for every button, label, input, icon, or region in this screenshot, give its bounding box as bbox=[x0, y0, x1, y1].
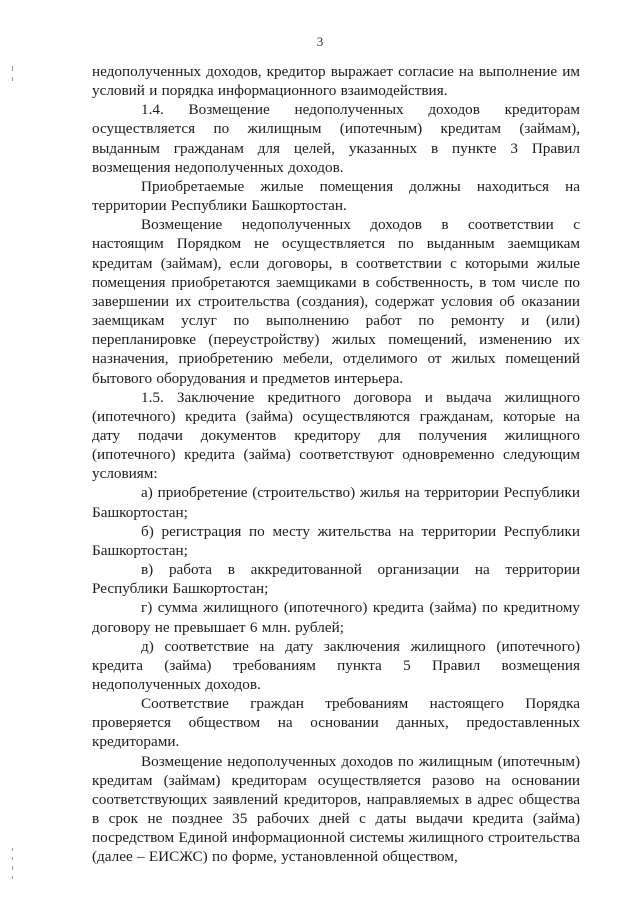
paragraph-verification: Соответствие граждан требованиям настоящего Порядка проверяется обществом на основании данных, предоставленных кредиторами. bbox=[92, 695, 580, 751]
document-body bbox=[92, 62, 580, 867]
paragraph-reimbursement: Возмещение недополученных доходов по жилищным (ипотечным) кредитам (займам) кредиторам осуществляется разово на основании соответствующих заявлений кредиторов, направляемых в адрес общества в срок не позднее 35 рабочих дней с даты выдачи кредита (займа) посредством Единой информационной системы жилищного строительства (далее – ЕИСЖС) по форме, установленной обществом, bbox=[92, 752, 580, 866]
condition-b: б) регистрация по месту жительства на территории Республики Башкортостан; bbox=[92, 522, 580, 559]
paragraph-continuation: недополученных доходов, кредитор выражает согласие на выполнение им условий и порядка информационного взаимодействия. bbox=[92, 63, 580, 100]
margin-scan-marks-bottom bbox=[12, 848, 14, 885]
paragraph-1-5: 1.5. Заключение кредитного договора и выдача жилищного (ипотечного) кредита (займа) осуществляются гражданам, которые на дату подачи документов кредитору для получения жилищного (ипотечного) кредита (займа) соответствуют одновременно следующим условиям: bbox=[92, 388, 580, 483]
paragraph-location: Приобретаемые жилые помещения должны находиться на территории Республики Башкортостан. bbox=[92, 177, 580, 215]
paragraph-1-4: 1.4. Возмещение недополученных доходов кредиторам осуществляется по жилищным (ипотечным) кредитам (займам), выданным гражданам для целей, указанных в пункте 3 Правил возмещения недополученных доходов. bbox=[92, 101, 580, 176]
page-number: 3 bbox=[316, 34, 324, 49]
condition-a: а) приобретение (строительство) жилья на территории Республики Башкортостан; bbox=[92, 484, 580, 521]
condition-g: г) сумма жилищного (ипотечного) кредита (займа) по кредитному договору не превышает 6 млн. рублей; bbox=[92, 599, 580, 636]
condition-d: д) соответствие на дату заключения жилищного (ипотечного) кредита (займа) требованиям пункта 5 Правил возмещения недополученных доходов. bbox=[92, 637, 580, 693]
condition-v: в) работа в аккредитованной организации на территории Республики Башкортостан; bbox=[92, 561, 580, 598]
paragraph-exclusions: Возмещение недополученных доходов в соответствии с настоящим Порядком не осуществляется по выданным заемщикам кредитам (займам), если договоры, в соответствии с которыми жилые помещения приобретаются заемщиками в собственность, в том числе по завершении их строительства (создания), содержат условия об оказании заемщикам услуг по выполнению работ по ремонту и (или) перепланировке (переустройству) жилых помещений, изменению их назначения, приобретению мебели, отделимого от жилых помещений бытового оборудования и предметов интерьера. bbox=[92, 216, 580, 387]
margin-scan-marks-top bbox=[12, 66, 14, 87]
